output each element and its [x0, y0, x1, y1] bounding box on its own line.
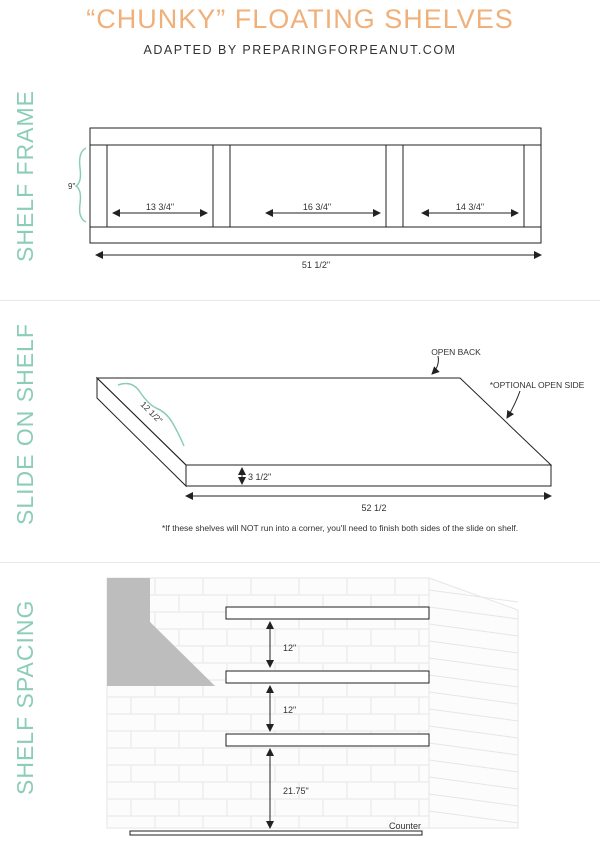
- depth-label: 12 1/2": [138, 399, 165, 426]
- open-back-label: OPEN BACK: [431, 347, 481, 357]
- length-label: 52 1/2: [361, 503, 387, 513]
- spacing-gap2-label: 12": [283, 705, 297, 715]
- open-back-pointer: [432, 356, 438, 374]
- shelf-front-face: [186, 465, 551, 486]
- spacing-gap3-label: 21.75": [283, 786, 309, 796]
- height-brace: [76, 148, 86, 222]
- frame-gap3-label: 14 3/4": [455, 202, 485, 212]
- floating-shelf: [226, 607, 429, 619]
- spacing-gap1-label: 12": [283, 643, 297, 653]
- frame-stud: [524, 145, 541, 227]
- floating-shelf: [226, 671, 429, 683]
- page-title: “CHUNKY” FLOATING SHELVES: [86, 4, 514, 34]
- open-side-label: *OPTIONAL OPEN SIDE: [489, 380, 585, 390]
- frame-stud: [213, 145, 230, 227]
- frame-gap2-label: 16 3/4": [302, 202, 332, 212]
- section-label-slide-on-shelf: SLIDE ON SHELF: [12, 323, 38, 525]
- shelf-top-face: [97, 378, 551, 465]
- frame-top-board: [90, 128, 541, 145]
- open-side-pointer: [507, 391, 520, 418]
- slide-on-shelf-diagram: [97, 356, 551, 496]
- frame-stud: [386, 145, 403, 227]
- section-label-shelf-spacing: SHELF SPACING: [12, 599, 38, 795]
- frame-height-label: 9": [68, 182, 76, 191]
- slide-note: *If these shelves will NOT run into a corner, you'll need to finish both sides of the slide on shelf.: [161, 523, 519, 533]
- floating-shelf: [226, 734, 429, 746]
- page-subtitle: ADAPTED BY PREPARINGFORPEANUT.COM: [143, 43, 457, 57]
- counter-label: Counter: [389, 821, 422, 831]
- counter-top: [130, 831, 422, 835]
- shelf-frame-diagram: [76, 128, 541, 255]
- section-label-shelf-frame: SHELF FRAME: [12, 89, 38, 262]
- frame-total-width-label: 51 1/2": [301, 260, 331, 270]
- frame-stud: [90, 145, 107, 227]
- frame-bottom-board: [90, 227, 541, 243]
- shelf-spacing-diagram: [107, 578, 518, 835]
- thickness-label: 3 1/2": [248, 472, 272, 482]
- frame-gap1-label: 13 3/4": [145, 202, 175, 212]
